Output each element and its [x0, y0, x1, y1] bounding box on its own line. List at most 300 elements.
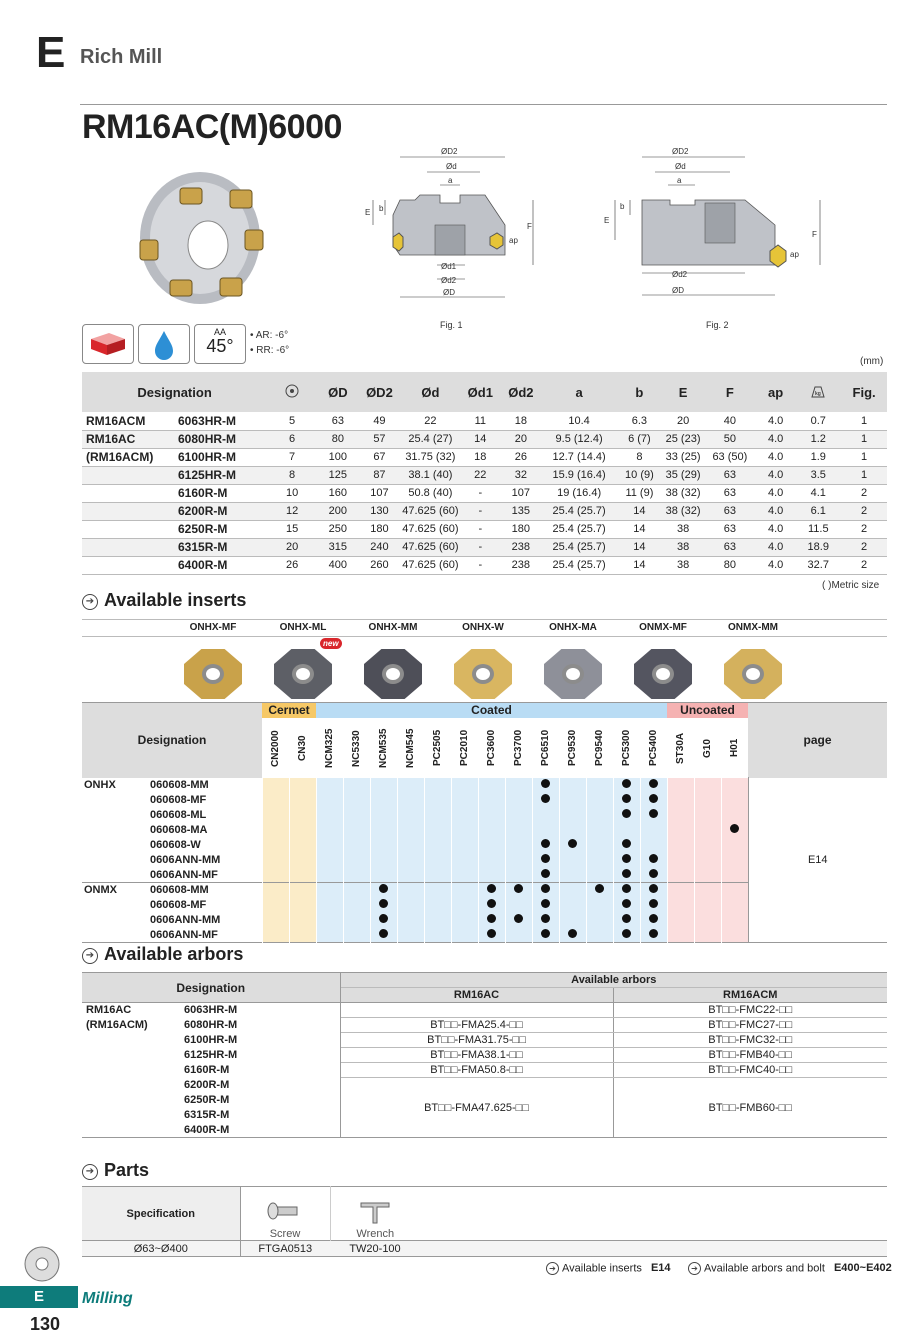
grade-cell: [505, 823, 532, 838]
insert-image: [634, 649, 692, 699]
arbors-col2-header: RM16ACM: [613, 988, 887, 1003]
spec-cell: 47.625 (60): [400, 556, 460, 574]
insert-image: [454, 649, 512, 699]
spec-row: [82, 448, 887, 466]
new-badge: new: [320, 638, 342, 649]
spec-cell: 35 (29): [662, 466, 704, 484]
grade-cell: [397, 808, 424, 823]
available-dot: [622, 884, 631, 893]
spec-cell: 10.4: [542, 412, 617, 430]
spec-header-1: [267, 372, 317, 412]
uncoated-header: Uncoated: [667, 703, 748, 718]
insert-item: [528, 622, 618, 699]
grade-cell: [694, 853, 721, 868]
spec-cell: 4.0: [756, 484, 796, 502]
available-dot: [379, 929, 388, 938]
fig1-label-D2: ØD2: [441, 147, 458, 156]
insert-item: [438, 622, 528, 699]
spec-cell: 26: [500, 448, 542, 466]
spec-cell: 11.5: [795, 520, 841, 538]
insert-item: [168, 622, 258, 699]
spec-cell: 1: [841, 430, 887, 448]
insert-image: [274, 649, 332, 699]
grade-cell: [586, 823, 613, 838]
grade-cell: [505, 778, 532, 793]
spec-cell: 4.0: [756, 448, 796, 466]
spec-cell: 32: [500, 466, 542, 484]
grade-cell: [343, 928, 370, 943]
grade-col-header: PC2010: [451, 718, 478, 778]
grade-cell: [640, 868, 667, 883]
grade-cell: [694, 778, 721, 793]
grade-cell: [559, 883, 586, 898]
arbors-designation-header: Designation: [82, 973, 340, 1003]
arrow-circle-icon: ➔: [546, 1262, 559, 1275]
arbors-row: 6400R-M: [82, 1123, 887, 1138]
grade-cell: [667, 823, 694, 838]
grade-cell: [613, 928, 640, 943]
arbors-col1-header: RM16AC: [340, 988, 613, 1003]
available-dot: [649, 929, 658, 938]
grade-cell: [694, 898, 721, 913]
grade-cell: [343, 778, 370, 793]
grade-row-designation: ONHX 060608-MM: [84, 779, 209, 791]
spec-cell: 6: [267, 430, 317, 448]
grade-cell: [640, 883, 667, 898]
grade-cell: [667, 913, 694, 928]
grade-cell: [505, 793, 532, 808]
available-dot: [622, 869, 631, 878]
grade-cell: [424, 883, 451, 898]
arbors-table: [82, 972, 887, 1138]
grade-cell: [316, 898, 343, 913]
spec-cell: 63: [704, 538, 756, 556]
grade-cell: [667, 883, 694, 898]
spec-cell: 50: [704, 430, 756, 448]
grade-cell: [370, 838, 397, 853]
wrench-icon: [355, 1199, 395, 1225]
grade-cell: [559, 853, 586, 868]
wrench-code: TW20-100: [349, 1242, 401, 1255]
spec-cell: 18: [461, 448, 501, 466]
arbors-row: RM16AC 6063HR-M BT□□-FMC22-□□: [82, 1003, 887, 1018]
grade-cell: [397, 778, 424, 793]
fig1-label-b: b: [379, 204, 384, 213]
insert-image: [184, 649, 242, 699]
grade-cell: [667, 793, 694, 808]
section-name: Rich Mill: [80, 46, 163, 68]
spec-cell: 130: [359, 502, 401, 520]
spec-cell: 1: [841, 466, 887, 484]
grade-cell: [397, 913, 424, 928]
grade-cell: [667, 853, 694, 868]
available-dot: [487, 899, 496, 908]
fig2-label-b: b: [620, 202, 625, 211]
spec-cell: 7: [267, 448, 317, 466]
grade-cell: [613, 883, 640, 898]
grade-cell: [667, 778, 694, 793]
footer-inserts-ref[interactable]: ➔ Available inserts E14: [546, 1262, 671, 1275]
spec-cell: 2: [841, 484, 887, 502]
fig2-label-d: Ød: [675, 162, 686, 171]
grade-row-designation: 060608-W: [150, 839, 201, 851]
spec-cell: -: [461, 520, 501, 538]
available-dot: [622, 794, 631, 803]
screw-cell: [240, 1187, 330, 1241]
grade-row-designation: 0606ANN-MF: [150, 868, 218, 881]
insert-item: [258, 622, 348, 699]
arbors-row: 6125HR-M BT□□-FMA38.1-□□ BT□□-FMB40-□□: [82, 1048, 887, 1063]
grade-cell: [640, 853, 667, 868]
grade-cell: [721, 868, 748, 883]
spec-cell: 315: [317, 538, 359, 556]
ar-note: • AR: -6°: [250, 330, 289, 341]
grade-cell: [397, 793, 424, 808]
grade-cell: [370, 883, 397, 898]
spec-cell: 40: [704, 412, 756, 430]
grade-cell: [451, 808, 478, 823]
fig1-label-E: E: [365, 208, 371, 217]
insert-name: ONHX-ML: [279, 622, 327, 633]
spec-cell: 31.75 (32): [400, 448, 460, 466]
spec-cell: 4.0: [756, 520, 796, 538]
fig1-label-F: F: [527, 222, 532, 231]
spec-cell: 87: [359, 466, 401, 484]
page-number: 130: [30, 1314, 61, 1334]
header-rule: [80, 104, 887, 105]
grade-cell: [343, 793, 370, 808]
grade-cell: [505, 808, 532, 823]
grade-col-header: CN2000: [262, 718, 289, 778]
grade-cell: [262, 913, 289, 928]
grade-cell: [559, 823, 586, 838]
insert-image: [724, 649, 782, 699]
footer-tab-name: Milling: [82, 1290, 133, 1307]
grade-cell: [343, 868, 370, 883]
grade-cell: [532, 793, 559, 808]
grade-cell: [505, 883, 532, 898]
grade-cell: [424, 853, 451, 868]
parts-spec-label: Specification: [82, 1187, 240, 1241]
available-dot: [541, 854, 550, 863]
grade-cell: [262, 838, 289, 853]
spec-cell: 8: [617, 448, 663, 466]
grade-cell: [721, 913, 748, 928]
spec-row: [82, 538, 887, 556]
grade-cell: [694, 838, 721, 853]
grade-cell: [505, 838, 532, 853]
grade-cell: [586, 853, 613, 868]
arbors-available-header: Available arbors: [340, 973, 887, 988]
fig2-label-a: a: [677, 176, 682, 185]
grade-cell: [721, 883, 748, 898]
grade-col-header: NC5330: [343, 718, 370, 778]
insert-name: ONHX-MF: [189, 622, 237, 633]
grade-cell: [694, 793, 721, 808]
spec-cell: 63: [704, 520, 756, 538]
grade-cell: [370, 793, 397, 808]
grade-col-header: PC5300: [613, 718, 640, 778]
grade-cell: [478, 913, 505, 928]
grade-row-designation: 060608-MF: [150, 899, 207, 911]
grade-col-header: PC6510: [532, 718, 559, 778]
spec-cell: 1.2: [795, 430, 841, 448]
grade-cell: [370, 823, 397, 838]
spec-cell: 50.8 (40): [400, 484, 460, 502]
grade-cell: [667, 868, 694, 883]
fig1-label-a: a: [448, 176, 453, 185]
spec-cell: -: [461, 484, 501, 502]
insert-name: ONHX-MM: [368, 622, 418, 633]
available-dot: [541, 884, 550, 893]
grade-cell: [640, 823, 667, 838]
grade-cell: [289, 838, 316, 853]
fig2-label-D: ØD: [672, 286, 684, 295]
available-dot: [622, 839, 631, 848]
spec-cell: 160: [317, 484, 359, 502]
spec-cell: 4.0: [756, 466, 796, 484]
spec-table: [82, 372, 887, 575]
grade-cell: [451, 793, 478, 808]
available-dot: [649, 794, 658, 803]
spec-cell: 63: [704, 466, 756, 484]
spec-header-4: Ød: [400, 372, 460, 412]
grade-cell: [289, 883, 316, 898]
grade-row-designation: 0606ANN-MM: [150, 854, 221, 866]
spec-cell: 22: [461, 466, 501, 484]
spec-cell: 14: [461, 430, 501, 448]
angle-symbol: [194, 324, 246, 364]
grade-col-header: PC9540: [586, 718, 613, 778]
arbors-row: (RM16ACM) 6080HR-M BT□□-FMA25.4-□□ BT□□-FMC27-□□: [82, 1018, 887, 1033]
grade-cell: [397, 928, 424, 943]
grade-cell: [397, 898, 424, 913]
grade-cell: [613, 853, 640, 868]
spec-cell: 67: [359, 448, 401, 466]
grade-col-header: NCM545: [397, 718, 424, 778]
grade-cell: [262, 808, 289, 823]
grade-cell: [343, 853, 370, 868]
available-dot: [541, 914, 550, 923]
spec-cell: 26: [267, 556, 317, 574]
spec-cell: 1: [841, 412, 887, 430]
available-dot: [649, 779, 658, 788]
spec-cell: 15.9 (16.4): [542, 466, 617, 484]
inserts-gallery: [168, 622, 828, 700]
available-dot: [541, 929, 550, 938]
spec-cell: 107: [500, 484, 542, 502]
parts-section-title: ➔ Parts: [82, 1160, 149, 1181]
grade-cell: [667, 838, 694, 853]
grade-cell: [370, 928, 397, 943]
spec-cell: 180: [359, 520, 401, 538]
coolant-icon: [138, 324, 190, 364]
spec-cell: 240: [359, 538, 401, 556]
spec-row: [82, 556, 887, 574]
grade-cell: [316, 778, 343, 793]
grade-col-header: PC9530: [559, 718, 586, 778]
insert-item: [348, 622, 438, 699]
grade-cell: [694, 868, 721, 883]
available-dot: [622, 914, 631, 923]
grade-cell: [289, 778, 316, 793]
grade-cell: [667, 898, 694, 913]
grade-cell: [370, 898, 397, 913]
available-dot: [541, 899, 550, 908]
screw-code: FTGA0513: [258, 1242, 313, 1255]
grade-cell: [451, 928, 478, 943]
spec-row: [82, 466, 887, 484]
grade-cell: [694, 913, 721, 928]
spec-cell: 10: [267, 484, 317, 502]
insert-item: [618, 622, 708, 699]
available-dot: [622, 899, 631, 908]
spec-cell: 25.4 (27): [400, 430, 460, 448]
available-dot: [649, 869, 658, 878]
workpiece-symbol: [82, 324, 134, 364]
grade-cell: [640, 838, 667, 853]
spec-group: 6400R-M: [82, 556, 267, 574]
grade-cell: [694, 928, 721, 943]
inserts-rule-top: [82, 619, 887, 620]
grade-col-header: PC3600: [478, 718, 505, 778]
grade-cell: [586, 883, 613, 898]
svg-text:kg: kg: [815, 390, 822, 397]
grade-cell: [262, 868, 289, 883]
spec-cell: 15: [267, 520, 317, 538]
available-dot: [541, 839, 550, 848]
grade-cell: [289, 913, 316, 928]
grade-col-header: PC3700: [505, 718, 532, 778]
spec-row: [82, 430, 887, 448]
grade-row-designation: 060608-MA: [150, 824, 208, 836]
arbors-row: 6250R-M: [82, 1093, 887, 1108]
spec-cell: 22: [400, 412, 460, 430]
spec-cell: 14: [617, 538, 663, 556]
spec-cell: 2: [841, 538, 887, 556]
grade-cell: [559, 838, 586, 853]
spec-cell: 63: [317, 412, 359, 430]
spec-cell: 1.9: [795, 448, 841, 466]
grade-cell: [586, 793, 613, 808]
spec-cell: 4.0: [756, 412, 796, 430]
available-dot: [622, 779, 631, 788]
spec-cell: 33 (25): [662, 448, 704, 466]
available-dot: [568, 929, 577, 938]
grade-cell: [721, 808, 748, 823]
spec-cell: 107: [359, 484, 401, 502]
fig1-label-ap: ap: [509, 236, 518, 245]
grade-cell: [613, 793, 640, 808]
available-dot: [649, 899, 658, 908]
angle-value: 45°: [206, 336, 234, 356]
grade-cell: [370, 868, 397, 883]
grade-cell: [262, 898, 289, 913]
grade-cell: [262, 793, 289, 808]
grade-cell: [424, 838, 451, 853]
arrow-circle-icon: ➔: [82, 1164, 98, 1180]
grade-cell: [262, 883, 289, 898]
grade-cell: [559, 778, 586, 793]
spec-cell: 14: [617, 502, 663, 520]
spec-cell: 6.3: [617, 412, 663, 430]
spec-row: [82, 520, 887, 538]
grade-cell: [451, 823, 478, 838]
parts-range: Ø63~Ø400: [82, 1241, 240, 1257]
arrow-circle-icon: ➔: [688, 1262, 701, 1275]
footer-cutter-icon: [22, 1244, 62, 1284]
grade-cell: [640, 793, 667, 808]
grade-cell: [559, 868, 586, 883]
grade-cell: [451, 838, 478, 853]
wrench-cell: [330, 1187, 420, 1241]
spec-header-10: F: [704, 372, 756, 412]
available-dot: [487, 914, 496, 923]
grade-cell: [478, 883, 505, 898]
grade-cell: [532, 778, 559, 793]
spec-group: 6200R-M: [82, 502, 267, 520]
grade-page-ref[interactable]: E14: [748, 778, 887, 943]
footer-arbors-ref[interactable]: ➔ Available arbors and bolt E400~E402: [688, 1262, 892, 1275]
grade-cell: [262, 853, 289, 868]
grade-cell: [451, 868, 478, 883]
grade-cell: [559, 808, 586, 823]
parts-table: [82, 1186, 887, 1257]
spec-cell: 38.1 (40): [400, 466, 460, 484]
spec-cell: 25.4 (25.7): [542, 520, 617, 538]
spec-cell: 49: [359, 412, 401, 430]
grade-cell: [721, 853, 748, 868]
fig1-label-d2: Ød2: [441, 276, 457, 285]
spec-cell: 47.625 (60): [400, 538, 460, 556]
grade-designation-header: Designation: [82, 703, 262, 778]
grade-cell: [640, 808, 667, 823]
spec-cell: 238: [500, 538, 542, 556]
grade-cell: [343, 838, 370, 853]
insert-image: [364, 649, 422, 699]
spec-cell: 80: [704, 556, 756, 574]
grade-cell: [370, 778, 397, 793]
grade-cell: [667, 808, 694, 823]
grade-cell: [289, 808, 316, 823]
grade-cell: [262, 778, 289, 793]
spec-cell: 32.7: [795, 556, 841, 574]
grade-cell: [721, 823, 748, 838]
spec-header-5: Ød1: [461, 372, 501, 412]
grade-cell: [316, 868, 343, 883]
grade-cell: [559, 898, 586, 913]
grade-cell: [667, 928, 694, 943]
angle-symbol-label: AA: [213, 327, 226, 337]
grade-row-designation: 0606ANN-MM: [150, 914, 221, 926]
spec-cell: 25.4 (25.7): [542, 502, 617, 520]
spec-cell: 11 (9): [617, 484, 663, 502]
spec-header-13: Fig.: [841, 372, 887, 412]
spec-cell: 4.0: [756, 502, 796, 520]
spec-header-0: Designation: [82, 372, 267, 412]
spec-cell: -: [461, 538, 501, 556]
grade-cell: [478, 808, 505, 823]
available-dot: [649, 809, 658, 818]
grade-cell: [586, 868, 613, 883]
available-dot: [541, 779, 550, 788]
arrow-circle-icon: ➔: [82, 594, 98, 610]
grade-cell: [721, 793, 748, 808]
grade-cell: [613, 838, 640, 853]
fig2-label-F: F: [812, 230, 817, 239]
grade-col-header: NCM535: [370, 718, 397, 778]
spec-cell: 14: [617, 520, 663, 538]
